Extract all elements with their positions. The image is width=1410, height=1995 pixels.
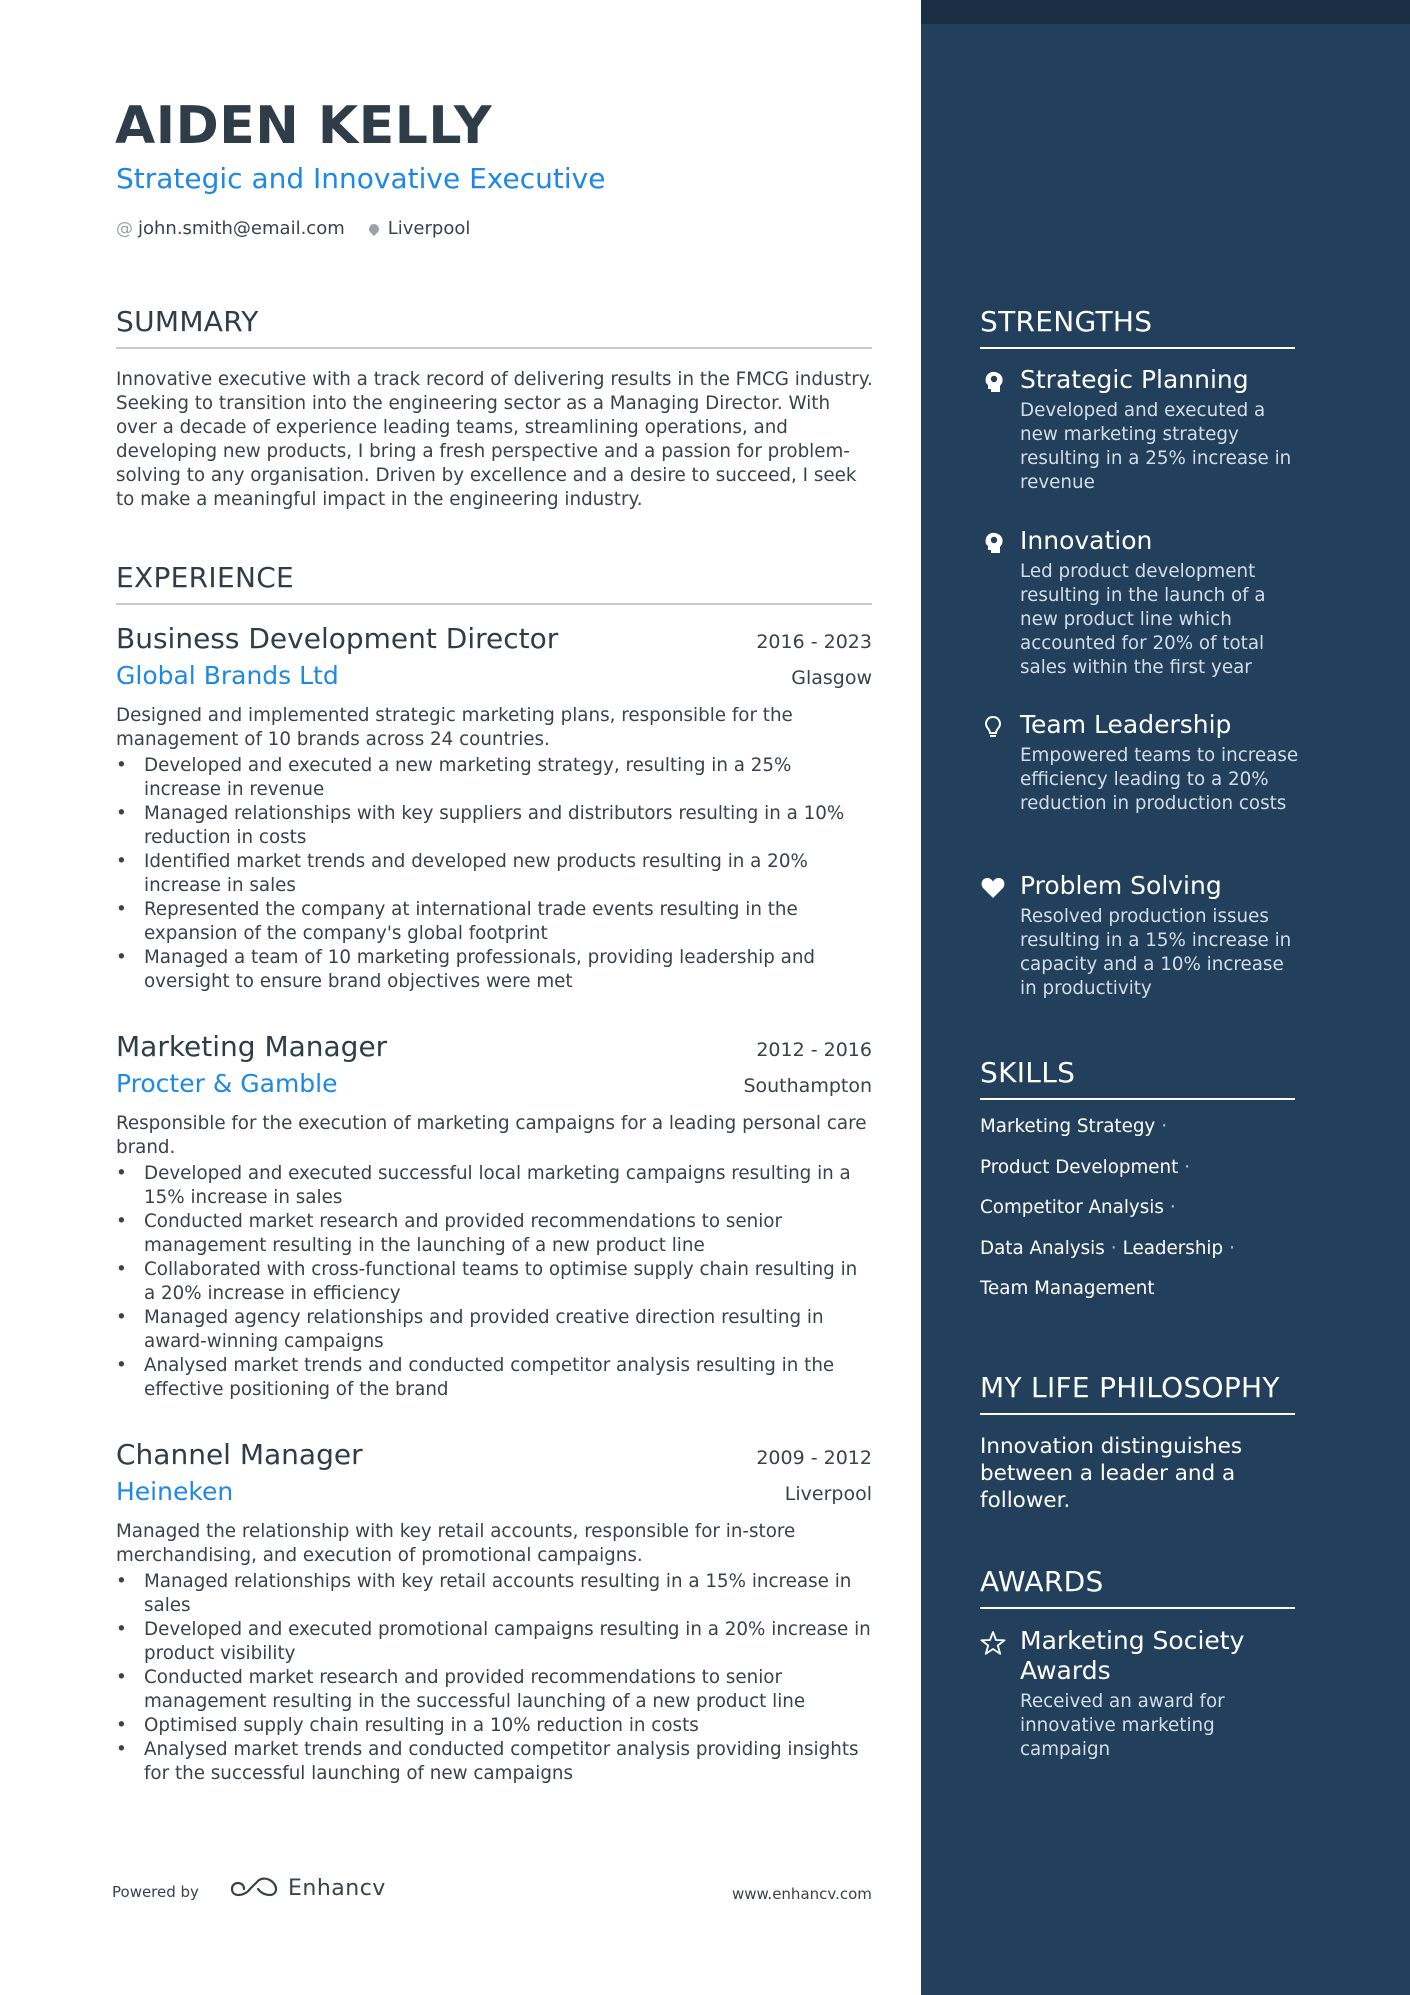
award-item [980,1626,1300,1762]
job-entry [116,622,872,994]
job-location: Glasgow [791,667,872,689]
job-location: Liverpool [784,1483,872,1505]
strength-title: Strategic Planning [1020,365,1249,394]
strength-description: Developed and executed a new marketing strategy resulting in a 25% increase in revenue [1020,400,1292,493]
job-bullet: • Optimised supply chain resulting in a 10% reduction in costs [116,1714,872,1738]
job-description: Designed and implemented strategic marketing plans, responsible for the management of 10 brands across 24 countries. [116,705,793,750]
job-bullet: • Managed agency relationships and provided creative direction resulting in award-winning campaigns [116,1306,872,1354]
job-title: Channel Manager [116,1438,363,1471]
location-text: Liverpool [387,218,471,239]
email-item[interactable] [116,218,345,239]
job-bullets [116,754,872,994]
skills-heading: SKILLS [980,1056,1295,1100]
skill-item: Leadership [1122,1237,1224,1259]
job-bullet: • Represented the company at international trade events resulting in the expansion of the company's global footprint [116,898,872,946]
strengths-heading: STRENGTHS [980,305,1295,349]
job-bullets [116,1570,872,1786]
job-bullet: • Collaborated with cross-functional teams to optimise supply chain resulting in a 20% increase in efficiency [116,1258,872,1306]
award-description: Received an award for innovative marketing campaign [1020,1691,1225,1760]
skill-separator: · [1169,1197,1176,1218]
job-bullet: • Developed and executed promotional campaigns resulting in a 20% increase in product visibility [116,1618,872,1666]
job-bullet: • Conducted market research and provided recommendations to senior management resulting in the successful launching of a new product line [116,1666,872,1714]
strength-item [980,710,1300,816]
footer-url[interactable]: www.enhancv.com [732,1885,872,1903]
star-outline-icon [980,1630,1006,1656]
company-name: Global Brands Ltd [116,661,339,690]
skill-separator: · [1161,1116,1168,1137]
strength-item [980,526,1300,680]
summary-heading: SUMMARY [116,305,872,349]
email-text: john.smith@email.com [138,218,345,239]
skills-list [980,1116,1300,1319]
philosophy-heading: MY LIFE PHILOSOPHY [980,1371,1295,1415]
enhancv-logo[interactable] [230,1876,386,1901]
skill-separator: · [1110,1237,1117,1259]
head-brain-icon [980,369,1006,395]
strength-title: Problem Solving [1020,871,1222,900]
skill-item: Product Development [980,1156,1179,1178]
job-description: Responsible for the execution of marketing campaigns for a leading personal care brand. [116,1113,867,1158]
job-bullet: • Conducted market research and provided recommendations to senior management resulting in the launching of a new product line [116,1210,872,1258]
job-entry [116,1438,872,1786]
infinity-logo-icon [230,1877,278,1901]
strength-title: Innovation [1020,526,1153,555]
job-bullet: • Analysed market trends and conducted competitor analysis providing insights for the successful launching of new campaigns [116,1738,872,1786]
lightbulb-icon [980,714,1006,740]
job-location: Southampton [743,1075,872,1097]
job-bullet: • Managed relationships with key suppliers and distributors resulting in a 10% reduction in costs [116,802,872,850]
strength-item [980,871,1300,1001]
skill-item: Marketing Strategy [980,1116,1156,1137]
skill-item: Competitor Analysis [980,1197,1164,1218]
head-brain-icon [980,530,1006,556]
job-bullet: • Managed a team of 10 marketing professionals, providing leadership and oversight to ensure brand objectives were met [116,946,872,994]
job-bullet: • Analysed market trends and conducted competitor analysis resulting in the effective positioning of the brand [116,1354,872,1402]
job-description: Managed the relationship with key retail accounts, responsible for in-store merchandising, and execution of promotional campaigns. [116,1521,796,1566]
job-bullets [116,1162,872,1402]
job-bullet: • Identified market trends and developed new products resulting in a 20% increase in sales [116,850,872,898]
job-dates: 2012 - 2016 [756,1039,872,1061]
skill-separator: · [1229,1237,1235,1259]
location-item [367,218,471,239]
award-title: Marketing Society Awards [1020,1626,1245,1685]
sidebar-top-strip [921,0,1410,24]
job-title: Business Development Director [116,622,559,655]
job-dates: 2016 - 2023 [756,631,872,653]
strength-description: Empowered teams to increase efficiency leading to a 20% reduction in production costs [1020,745,1299,814]
location-pin-icon [367,221,381,235]
strength-description: Resolved production issues resulting in a 15% increase in capacity and a 10% increase in productivity [1020,906,1292,999]
summary-text: Innovative executive with a track record of delivering results in the FMCG industry. Seeking to transition into the engineering sector as a Managing Director. With over a decade of experience leading teams, streamlining operations, and developing new products, I bring a fresh perspective and a passion for problem-solving to any organisation. Driven by excellence and a desire to succeed, I seek to make a meaningful impact in the engineering industry. [116,369,873,510]
job-dates: 2009 - 2012 [756,1447,872,1469]
job-entry [116,1030,872,1402]
candidate-name: AIDEN KELLY [115,96,493,156]
powered-by-label: Powered by [112,1883,199,1901]
company-name: Procter & Gamble [116,1069,338,1098]
candidate-title: Strategic and Innovative Executive [116,162,606,195]
skill-item: Data Analysis [980,1237,1105,1259]
at-icon: @ [116,218,133,239]
company-name: Heineken [116,1477,234,1506]
job-bullet: • Developed and executed a new marketing strategy, resulting in a 25% increase in revenue [116,754,872,802]
awards-heading: AWARDS [980,1565,1295,1609]
strength-item [980,365,1300,495]
contact-info [116,218,492,239]
job-bullet: • Managed relationships with key retail accounts resulting in a 15% increase in sales [116,1570,872,1618]
job-title: Marketing Manager [116,1030,388,1063]
experience-heading: EXPERIENCE [116,561,872,605]
brand-name: Enhancv [288,1876,386,1901]
philosophy-text: Innovation distinguishes between a leader and a follower. [980,1434,1243,1513]
strength-title: Team Leadership [1020,710,1232,739]
skill-item: Team Management [980,1278,1155,1299]
strength-description: Led product development resulting in the launch of a new product line which accounted for 20% of total sales within the first year [1020,561,1266,678]
heart-icon [980,875,1006,901]
skill-separator: · [1184,1156,1191,1178]
job-bullet: • Developed and executed successful local marketing campaigns resulting in a 15% increase in sales [116,1162,872,1210]
